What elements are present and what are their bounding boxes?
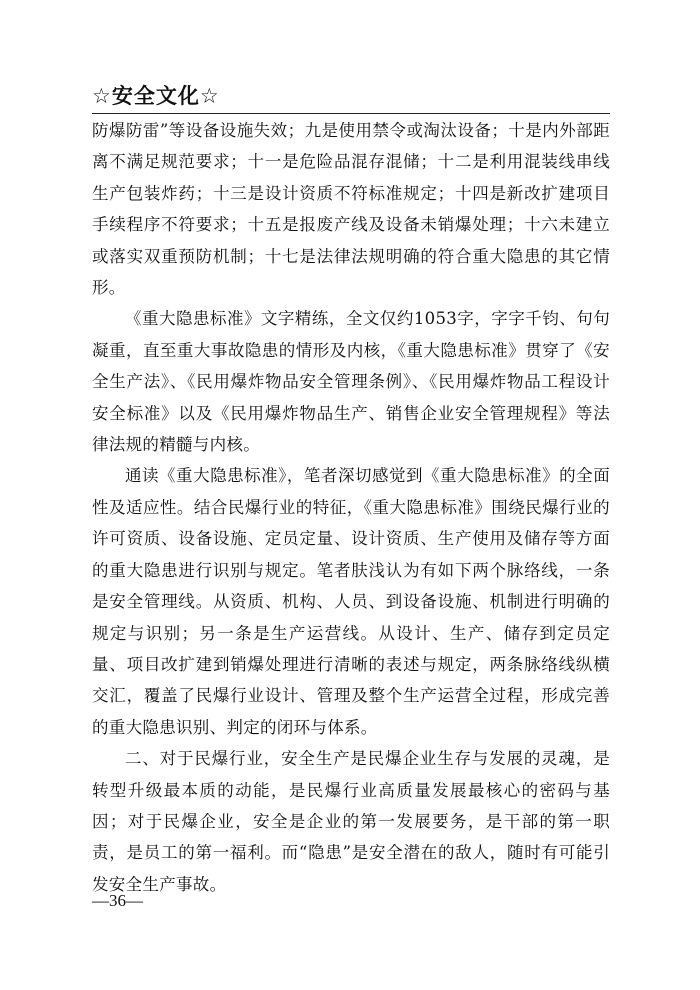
paragraph-continuation: 防爆防雷”等设备设施失效；九是使用禁令或淘汰设备；十是内外部距离不满足规范要求；十一是危险品混存混储；十二是利用混装线串线生产包装炸药；十三是设计资质不符标准规定；十四是新改扩建项目手续程序不符要求；十五是报废产线及设备未销爆处理；十六未建立或落实双重预防机制；十七是法律法规明确的符合重大隐患的其它情形。 (92, 121, 610, 298)
section-title: ☆安全文化☆ (92, 84, 220, 108)
header-divider (92, 113, 610, 114)
page-number: —36— (92, 891, 143, 910)
paragraph: 《重大隐患标准》文字精练，全文仅约1053字，字字千钧、句句凝重，直至重大事故隐患的情形及内核，《重大隐患标准》贯穿了《安全生产法》、《民用爆炸物品安全管理条例》、《民用爆炸物品工程设计安全标准》以及《民用爆炸物品生产、销售企业安全管理规程》等法律法规的精髓与内核。 (92, 309, 610, 455)
page-header (92, 82, 610, 114)
paragraph: 通读《重大隐患标准》，笔者深切感觉到《重大隐患标准》的全面性及适应性。结合民爆行业的特征，《重大隐患标准》围绕民爆行业的许可资质、设备设施、定员定量、设计资质、生产使用及储存等方面的重大隐患进行识别与规定。笔者肤浅认为有如下两个脉络线，一条是安全管理线。从资质、机构、人员、到设备设施、机制进行明确的规定与识别；另一条是生产运营线。从设计、生产、储存到定员定量、项目改扩建到销爆处理进行清晰的表述与规定，两条脉络线纵横交汇，覆盖了民爆行业设计、管理及整个生产运营全过程，形成完善的重大隐患识别、判定的闭环与体系。 (92, 466, 610, 737)
body-text (92, 115, 610, 900)
paragraph: 二、对于民爆行业，安全生产是民爆企业生存与发展的灵魂，是转型升级最本质的动能，是民爆行业高质量发展最核心的密码与基因；对于民爆企业，安全是企业的第一发展要务，是干部的第一职责，是员工的第一福利。而“隐患”是安全潜在的敌人，随时有可能引发安全生产事故。 (92, 749, 610, 894)
